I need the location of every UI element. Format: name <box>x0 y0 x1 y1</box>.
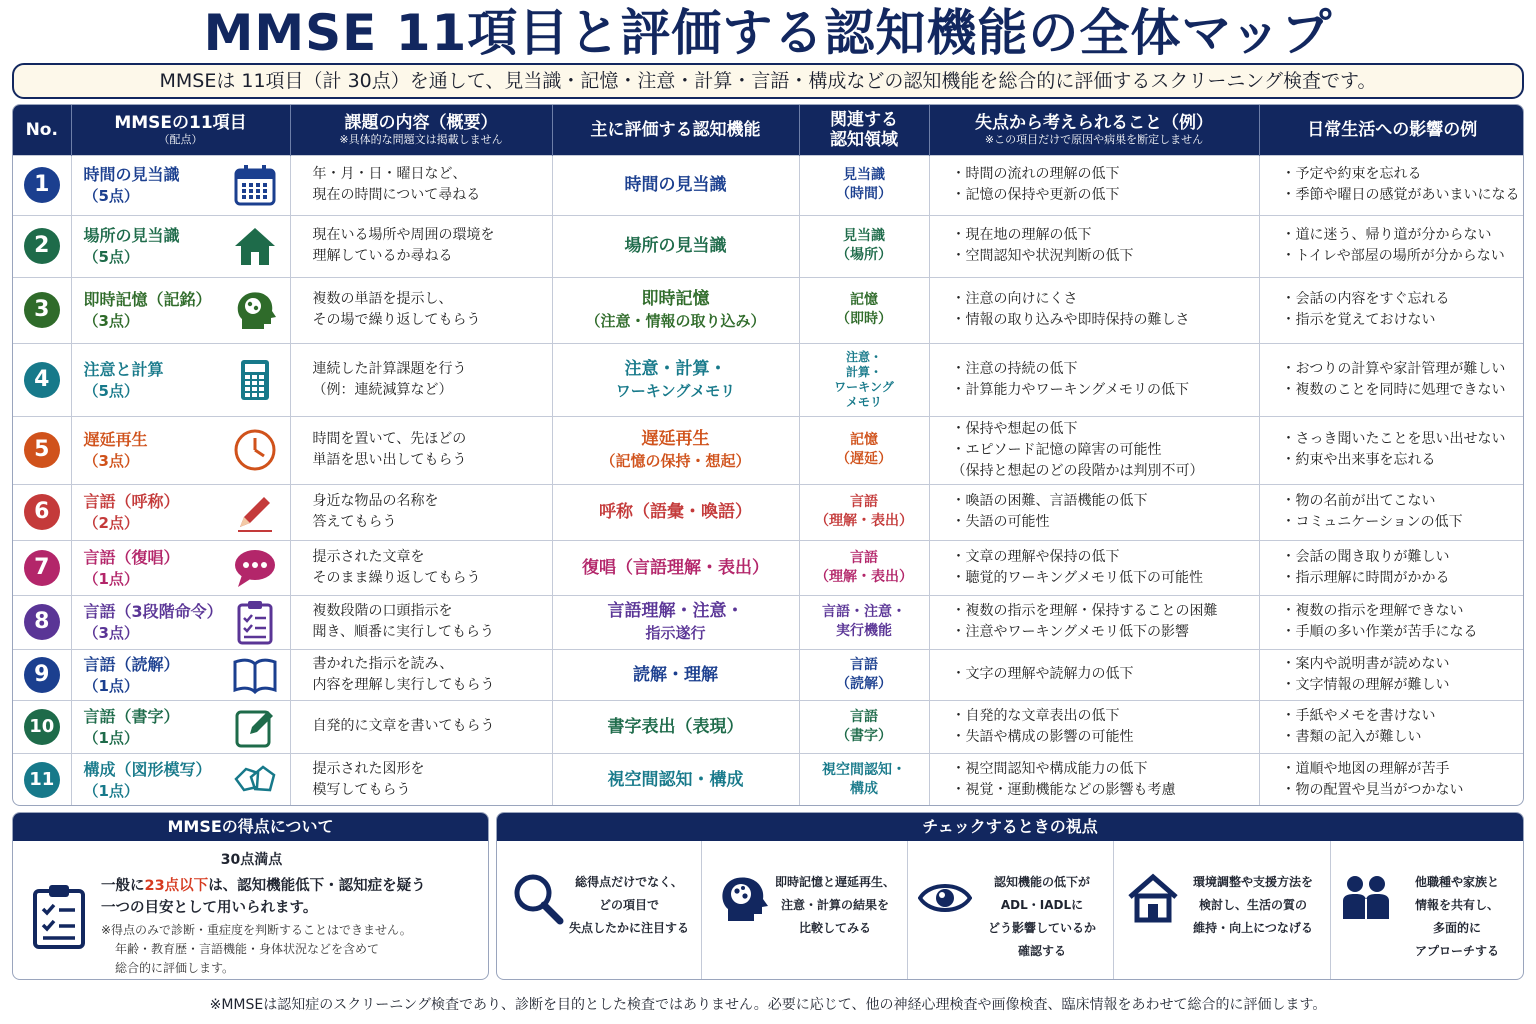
cognitive-domain: 視空間認知・ 構成 <box>799 753 929 806</box>
clock-icon <box>232 427 278 473</box>
task-description: 連続した計算課題を行う （例：連続減算など） <box>290 343 552 416</box>
item-name: 言語（読解） <box>83 654 180 674</box>
check-panel-heading: チェックするときの視点 <box>497 813 1523 841</box>
row-number <box>13 649 71 700</box>
item-points: （3点） <box>83 452 139 470</box>
cognitive-function: 時間の見当識 <box>552 155 799 215</box>
row-number-badge: 5 <box>24 432 60 468</box>
item-name: 注意と計算 <box>83 359 164 379</box>
header-item: MMSEの11項目 （配点） <box>71 105 290 155</box>
header-domain: 関連する 認知領域 <box>799 105 929 155</box>
daily-life-impact: ・物の名前が出てこない ・コミュニケーションの低下 <box>1259 484 1524 540</box>
row-number <box>13 700 71 753</box>
footnote: ※MMSEは認知症のスクリーニング検査であり、診断を目的とした検査ではありません。必要に応じて、他の神経心理検査や画像検査、臨床情報をあわせて総合的に評価します。 <box>209 997 1327 1013</box>
header-no: No. <box>13 105 71 155</box>
cognitive-function: 読解・理解 <box>552 649 799 700</box>
item-cell <box>71 416 290 484</box>
write-icon <box>232 704 278 750</box>
item-cell <box>71 215 290 277</box>
row-number <box>13 416 71 484</box>
house-icon <box>232 223 278 269</box>
score-caution-note: ※得点のみで診断・重症度を判断することはできません。 年齢・教育歴・言語機能・身体状況などを含めて 総合的に評価します。 <box>101 923 412 975</box>
cognitive-domain: 言語・注意・ 実行機能 <box>799 595 929 649</box>
cognitive-domain: 言語 （理解・表出） <box>799 540 929 595</box>
check-viewpoint-text: 環境調整や支援方法を 検討し、生活の質の 維持・向上につなげる <box>1192 875 1313 935</box>
daily-life-impact: ・複数の指示を理解できない ・手順の多い作業が苦手になる <box>1259 595 1524 649</box>
table-row <box>13 155 1524 215</box>
table-row <box>13 215 1524 277</box>
item-cell <box>71 753 290 806</box>
daily-life-impact: ・会話の内容をすぐ忘れる ・指示を覚えておけない <box>1259 277 1524 343</box>
item-name: 時間の見当識 <box>83 165 180 184</box>
item-cell <box>71 700 290 753</box>
daily-life-impact: ・さっき聞いたことを思い出せない ・約束や出来事を忘れる <box>1259 416 1524 484</box>
item-name: 言語（復唱） <box>83 547 180 567</box>
item-cell <box>71 277 290 343</box>
daily-life-impact: ・道順や地図の理解が苦手 ・物の配置や見当がつかない <box>1259 753 1524 806</box>
check-viewpoint <box>908 841 1114 980</box>
cognitive-function: 遅延再生 （記憶の保持・想起） <box>552 416 799 484</box>
task-description: 複数の単語を提示し、 その場で繰り返してもらう <box>290 277 552 343</box>
item-name: 構成（図形模写） <box>83 760 212 780</box>
item-name: 遅延再生 <box>83 430 148 449</box>
item-cell <box>71 595 290 649</box>
cognitive-domain: 言語 （読解） <box>799 649 929 700</box>
item-points: （2点） <box>83 514 139 532</box>
table-row <box>13 649 1524 700</box>
cognitive-domain: 見当識 （時間） <box>799 155 929 215</box>
item-points: （1点） <box>83 728 139 747</box>
loss-implication: ・注意の持続の低下 ・計算能力やワーキングメモリの低下 <box>929 343 1259 416</box>
check-viewpoint <box>1331 841 1524 980</box>
check-viewpoint <box>1114 841 1331 980</box>
item-cell <box>71 343 290 416</box>
loss-implication: ・複数の指示を理解・保持することの困難 ・注意やワーキングメモリ低下の影響 <box>929 595 1259 649</box>
table-row <box>13 484 1524 540</box>
loss-implication: ・時間の流れの理解の低下 ・記憶の保持や更新の低下 <box>929 155 1259 215</box>
task-description: 現在いる場所や周囲の環境を 理解しているか尋ねる <box>290 215 552 277</box>
cognitive-function: 即時記憶 （注意・情報の取り込み） <box>552 277 799 343</box>
cognitive-domain: 言語 （理解・表出） <box>799 484 929 540</box>
task-description: 時間を置いて、先ほどの 単語を思い出してもらう <box>290 416 552 484</box>
row-number <box>13 484 71 540</box>
table-row <box>13 595 1524 649</box>
item-points: （1点） <box>83 569 139 588</box>
item-points: （5点） <box>83 248 139 266</box>
table-body <box>13 155 1524 806</box>
item-name: 言語（呼称） <box>83 492 180 511</box>
cognitive-function: 場所の見当識 <box>552 215 799 277</box>
cognitive-function: 注意・計算・ ワーキングメモリ <box>552 343 799 416</box>
subtitle-banner: MMSEは 11項目（計 30点）を通して、見当識・記憶・注意・計算・言語・構成などの認知機能を総合的に評価するスクリーニング検査です。 <box>12 63 1524 99</box>
table-row <box>13 700 1524 753</box>
daily-life-impact: ・おつりの計算や家計管理が難しい ・複数のことを同時に処理できない <box>1259 343 1524 416</box>
check-viewpoint <box>702 841 908 980</box>
cognitive-function: 言語理解・注意・ 指示遂行 <box>552 595 799 649</box>
speech-bubble-icon <box>232 545 278 591</box>
loss-implication: ・注意の向けにくさ ・情報の取り込みや即時保持の難しさ <box>929 277 1259 343</box>
table-row <box>13 540 1524 595</box>
check-points-panel <box>496 812 1524 980</box>
item-points: （3点） <box>83 312 139 330</box>
row-number-badge: 10 <box>24 709 60 745</box>
loss-implication: ・喚語の困難、言語機能の低下 ・失語の可能性 <box>929 484 1259 540</box>
task-description: 複数段階の口頭指示を 聞き、順番に実行してもらう <box>290 595 552 649</box>
clipboard-checklist-icon <box>31 883 87 949</box>
loss-implication: ・保持や想起の低下 ・エピソード記憶の障害の可能性 （保持と想起のどの段階かは判別不可） <box>929 416 1259 484</box>
mmse-table-container <box>12 104 1524 806</box>
task-description: 身近な物品の名称を 答えてもらう <box>290 484 552 540</box>
header-loss: 失点から考えられること（例） ※この項目だけで原因や病巣を断定しません <box>929 105 1259 155</box>
table-row <box>13 343 1524 416</box>
item-name: 言語（書字） <box>83 706 180 726</box>
item-cell <box>71 155 290 215</box>
row-number <box>13 595 71 649</box>
check-viewpoint-text: 総得点だけでなく、 どの項目で 失点したかに注目する <box>568 875 689 935</box>
task-description: 自発的に文章を書いてもらう <box>290 700 552 753</box>
row-number <box>13 540 71 595</box>
score-panel-heading: MMSEの得点について <box>13 813 488 841</box>
item-points: （3点） <box>83 624 139 642</box>
cognitive-function: 復唱（言語理解・表出） <box>552 540 799 595</box>
item-cell <box>71 540 290 595</box>
score-guideline: 一般に23点以下は、認知機能低下・認知症を疑う 一つの目安として用いられます。 <box>101 878 426 916</box>
full-score-label: 30点満点 <box>220 852 283 868</box>
calculator-icon <box>232 357 278 403</box>
row-number-badge: 8 <box>24 604 60 640</box>
daily-life-impact: ・予定や約束を忘れる ・季節や曜日の感覚があいまいになる <box>1259 155 1524 215</box>
check-viewpoint <box>497 841 702 980</box>
row-number-badge: 4 <box>24 362 60 398</box>
item-name: 即時記憶（記銘） <box>83 290 212 309</box>
row-number-badge: 1 <box>24 167 60 203</box>
row-number-badge: 6 <box>24 494 60 530</box>
pentagons-icon <box>232 757 278 803</box>
check-viewpoint-text: 即時記憶と遅延再生、 注意・計算の結果を 比較してみる <box>774 875 895 935</box>
item-points: （1点） <box>83 782 139 801</box>
row-number <box>13 155 71 215</box>
mmse-table <box>13 105 1524 806</box>
cognitive-domain: 記憶 （遅延） <box>799 416 929 484</box>
item-points: （5点） <box>83 381 139 400</box>
row-number-badge: 9 <box>24 657 60 693</box>
page-title: MMSE 11項目と評価する認知機能の全体マップ <box>203 4 1333 62</box>
daily-life-impact: ・案内や説明書が読めない ・文字情報の理解が難しい <box>1259 649 1524 700</box>
loss-implication: ・文章の理解や保持の低下 ・聴覚的ワーキングメモリ低下の可能性 <box>929 540 1259 595</box>
cutoff-highlight: 23点以下 <box>144 878 209 894</box>
pencil-icon <box>232 489 278 535</box>
item-cell <box>71 484 290 540</box>
task-description: 年・月・日・曜日など、 現在の時間について尋ねる <box>290 155 552 215</box>
task-description: 提示された図形を 模写してもらう <box>290 753 552 806</box>
header-task: 課題の内容（概要） ※具体的な問題文は掲載しません <box>290 105 552 155</box>
table-header-row <box>13 105 1524 155</box>
row-number-badge: 7 <box>24 550 60 586</box>
table-row <box>13 753 1524 806</box>
row-number <box>13 277 71 343</box>
table-row <box>13 416 1524 484</box>
loss-implication: ・文字の理解や読解力の低下 <box>929 649 1259 700</box>
cognitive-function: 呼称（語彙・喚語） <box>552 484 799 540</box>
open-book-icon <box>232 652 278 698</box>
row-number <box>13 343 71 416</box>
loss-implication: ・自発的な文章表出の低下 ・失語や構成の影響の可能性 <box>929 700 1259 753</box>
daily-life-impact: ・手紙やメモを書けない ・書類の記入が難しい <box>1259 700 1524 753</box>
item-name: 場所の見当識 <box>83 226 180 245</box>
daily-life-impact: ・道に迷う、帰り道が分からない ・トイレや部屋の場所が分からない <box>1259 215 1524 277</box>
cognitive-domain: 記憶 （即時） <box>799 277 929 343</box>
item-points: （1点） <box>83 676 139 695</box>
row-number-badge: 3 <box>24 292 60 328</box>
loss-implication: ・現在地の理解の低下 ・空間認知や状況判断の低下 <box>929 215 1259 277</box>
cognitive-function: 書字表出（表現） <box>552 700 799 753</box>
row-number-badge: 2 <box>24 228 60 264</box>
cognitive-domain: 注意・ 計算・ ワーキング メモリ <box>799 343 929 416</box>
row-number <box>13 215 71 277</box>
cognitive-domain: 言語 （書字） <box>799 700 929 753</box>
daily-life-impact: ・会話の聞き取りが難しい ・指示理解に時間がかかる <box>1259 540 1524 595</box>
row-number-badge: 11 <box>24 762 60 798</box>
header-function: 主に評価する認知機能 <box>552 105 799 155</box>
table-row <box>13 277 1524 343</box>
item-points: （5点） <box>83 187 139 205</box>
item-cell <box>71 649 290 700</box>
calendar-icon <box>232 162 278 208</box>
task-description: 書かれた指示を読み、 内容を理解し実行してもらう <box>290 649 552 700</box>
loss-implication: ・視空間認知や構成能力の低下 ・視覚・運動機能などの影響も考慮 <box>929 753 1259 806</box>
checklist-icon <box>232 599 278 645</box>
score-panel <box>12 812 489 980</box>
head-brain-icon <box>232 287 278 333</box>
check-viewpoint-text: 認知機能の低下が ADL・IADLに どう影響しているか 確認する <box>987 875 1096 958</box>
task-description: 提示された文章を そのまま繰り返してもらう <box>290 540 552 595</box>
row-number <box>13 753 71 806</box>
header-life: 日常生活への影響の例 <box>1259 105 1524 155</box>
cognitive-domain: 見当識 （場所） <box>799 215 929 277</box>
cognitive-function: 視空間認知・構成 <box>552 753 799 806</box>
check-viewpoint-text: 他職種や家族と 情報を共有し、 多面的に アプローチする <box>1414 875 1499 958</box>
item-name: 言語（3段階命令） <box>83 602 223 621</box>
